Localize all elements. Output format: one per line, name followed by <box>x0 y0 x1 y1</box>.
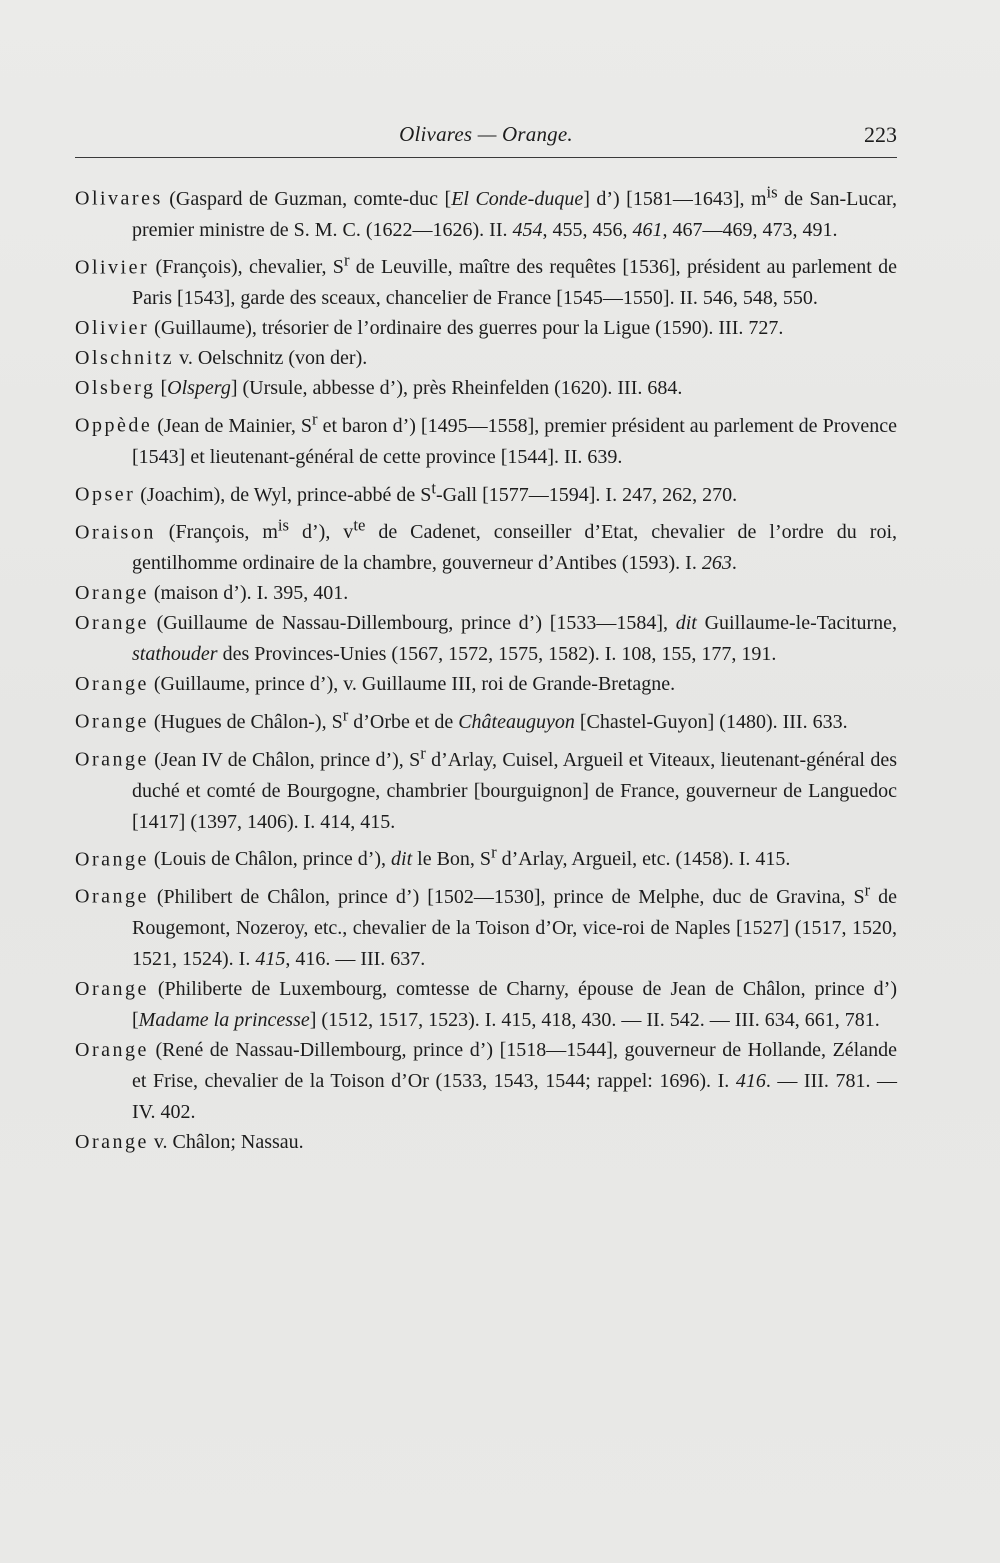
entry-headword: Orange <box>75 582 149 605</box>
entry-headword: Orange <box>75 1038 149 1061</box>
page-number: 223 <box>864 122 897 147</box>
index-entry <box>75 176 897 246</box>
entry-headword: Oppède <box>75 414 153 437</box>
index-entry <box>75 699 897 738</box>
entry-text: (maison d’). I. 395, 401. <box>148 582 349 605</box>
header-rule <box>75 157 897 158</box>
index-entry <box>75 245 897 315</box>
entry-headword: Oraison <box>75 521 156 544</box>
index-entry <box>75 578 897 609</box>
entry-text: (Joachim), de Wyl, prince-abbé de $S^t$-Gall [1577—1594]. I. 247, 262, 270. <box>135 477 738 506</box>
index-entry <box>75 737 897 838</box>
entry-text: (Jean de Mainier, $S^r$ et baron d’) [1495—1558], premier président au parlement de Provence [1543] et lieutenant-général de cette province [1544]. II. 639. <box>132 409 897 468</box>
entry-text: (Guillaume, prince d’), v. Guillaume III, roi de Grande-Bretagne. <box>148 673 676 696</box>
entry-text: (François), chevalier, $S^r$ de Leuville, maître des requêtes [1536], président au parlement de Paris [1543], garde des sceaux, chancelier de France [1545—1550]. II. 546, 548, 550. <box>132 250 897 310</box>
entry-text: (Philibert de Châlon, prince d’) [1502—1530], prince de Melphe, duc de Gravina, $S^r$ de Rougemont, Nozeroy, etc., chevalier de la Toison d’Or, vice-roi de Naples [1527] (1517, 1520, 1521, 1524). I. 415, 416. — III. 637. <box>132 880 897 970</box>
index-entry <box>75 373 897 404</box>
index-entry <box>75 669 897 700</box>
entry-text: (Gaspard de Guzman, comte-duc [El Conde-duque] d’) [1581—1643], $m^{is}$ de San-Lucar, premier ministre de S. M. C. (1622—1626). II. 454, 455, 456, 461, 467—469, 473, 491. <box>132 182 898 241</box>
entry-text: (Philiberte de Luxembourg, comtesse de Charny, épouse de Jean de Châlon, prince d’) [Madame la princesse] (1512, 1517, 1523). I. 415, 418, 430. — II. 542. — III. 634, 661, 781. <box>132 977 897 1031</box>
index-entry <box>75 837 897 876</box>
index-entry <box>75 974 897 1036</box>
entry-text: (Jean IV de Châlon, prince d’), $S^r$ d’Arlay, Cuisel, Argueil et Viteaux, lieutenant-général des duché et comté de Bourgogne, chambrier [bourguignon] de France, gouverneur de Languedoc [1417] (1397, 1406). I. 414, 415. <box>132 742 897 833</box>
index-entry <box>75 403 897 473</box>
entry-headword: Olivier <box>75 317 150 340</box>
entry-headword: Olsberg <box>75 377 156 400</box>
index-entry <box>75 1035 897 1128</box>
index-entry <box>75 472 897 511</box>
entry-headword: Orange <box>75 673 149 696</box>
entry-headword: Orange <box>75 848 149 871</box>
entry-headword: Opser <box>75 483 136 506</box>
index-entry <box>75 608 897 670</box>
entry-headword: Orange <box>75 710 149 733</box>
running-title: Olivares — Orange. <box>399 122 573 146</box>
entry-text: (Guillaume de Nassau-Dillembourg, prince d’) [1533—1584], dit Guillaume-le-Taciturne, stathouder des Provinces-Unies (1567, 1572, 1575, 1582). I. 108, 155, 177, 191. <box>132 612 897 666</box>
entry-text: (Louis de Châlon, prince d’), dit le Bon, $S^r$ d’Arlay, Argueil, etc. (1458). I. 415. <box>148 842 791 871</box>
entry-text: v. Oelschnitz (von der). <box>174 347 368 370</box>
entry-headword: Olivares <box>75 187 163 210</box>
page-header <box>75 118 897 154</box>
entry-headword: Orange <box>75 977 149 1000</box>
entry-headword: Orange <box>75 885 149 908</box>
entry-headword: Olschnitz <box>75 347 175 370</box>
entry-text: (François, $m^{is}$ d’), $v^{te}$ de Cadenet, conseiller d’Etat, chevalier de l’ordre du roi, gentilhomme ordinaire de la chambre, gouverneur d’Antibes (1593). I. 263. <box>132 515 897 575</box>
index-entry <box>75 1127 897 1158</box>
entry-text: [Olsperg] (Ursule, abbesse d’), près Rheinfelden (1620). III. 684. <box>155 377 683 400</box>
entry-text: (Hugues de Châlon-), $S^r$ d’Orbe et de Châteauguyon [Chastel-Guyon] (1480). III. 633. <box>148 705 848 733</box>
entry-headword: Olivier <box>75 256 150 279</box>
index-entries <box>75 176 897 1157</box>
index-entry <box>75 510 897 580</box>
index-entry <box>75 343 897 374</box>
entry-headword: Orange <box>75 612 149 635</box>
index-entry <box>75 874 897 975</box>
index-entry <box>75 313 897 344</box>
entry-text: (Guillaume), trésorier de l’ordinaire des guerres pour la Ligue (1590). III. 727. <box>149 317 784 340</box>
entry-headword: Orange <box>75 748 149 771</box>
entry-text: v. Châlon; Nassau. <box>148 1130 304 1153</box>
entry-text: (René de Nassau-Dillembourg, prince d’) [1518—1544], gouverneur de Hollande, Zélande et Frise, chevalier de la Toison d’Or (1533, 1543, 1544; rappel: 1696). I. 416. — III. 781. — IV. 402. <box>132 1038 897 1123</box>
entry-headword: Orange <box>75 1130 149 1153</box>
